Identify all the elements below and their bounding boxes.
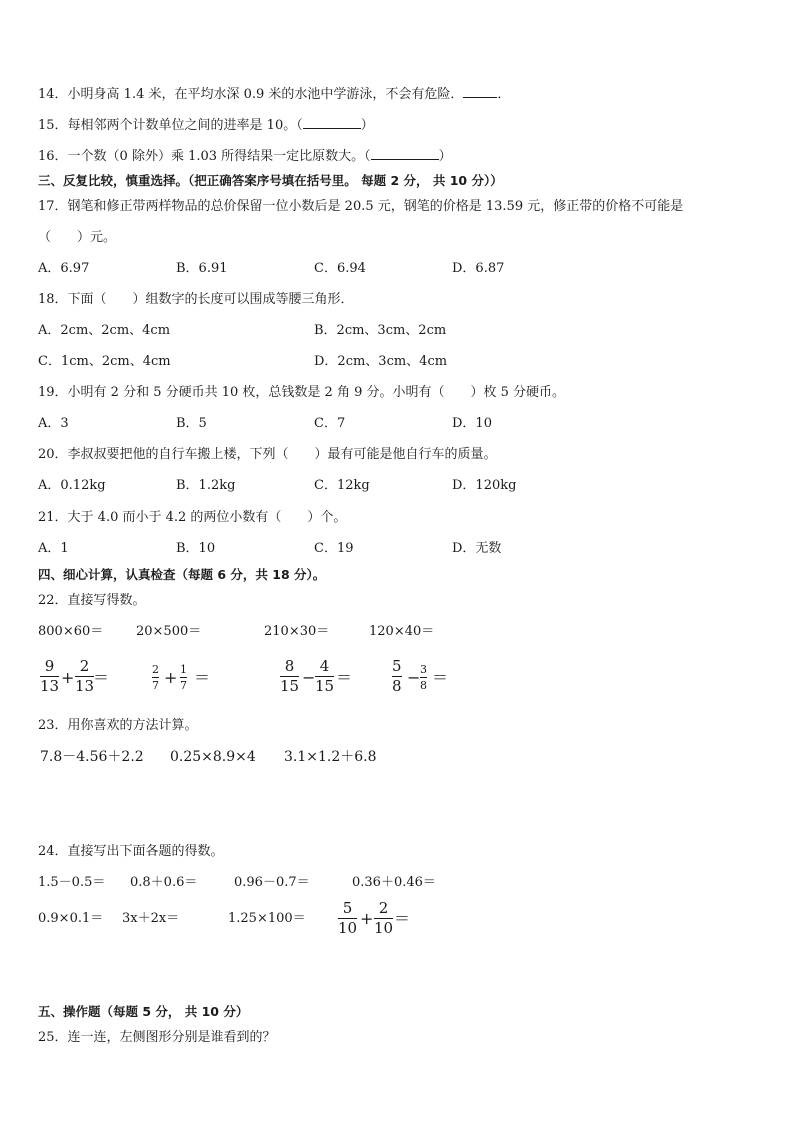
option-c[interactable]: C．7 — [314, 416, 346, 431]
numerator: 8 — [284, 657, 295, 675]
calc-item: 20×500＝ — [136, 624, 202, 639]
denominator: 15 — [280, 677, 300, 695]
option-d[interactable]: D．2cm、3cm、4cm — [314, 354, 448, 369]
operator: − — [302, 668, 316, 687]
calc-item: 1.25×100＝ — [228, 911, 306, 926]
option-b[interactable]: B．1.2kg — [176, 478, 236, 493]
question-14: 14．小明身高 1.4 米，在平均水深 0.9 米的水池中学游泳，不会有危险． ． — [38, 84, 510, 104]
question-18: 18．下面（ ）组数字的长度可以围成等腰三角形． — [38, 292, 354, 307]
numerator: 2 — [79, 657, 90, 675]
numerator: 1 — [180, 663, 187, 676]
calc-item: 3x＋2x＝ — [122, 911, 180, 926]
question-20: 20．李叔叔要把他的自行车搬上楼，下列（ ）最有可能是他自行车的质量。 — [38, 447, 497, 462]
fraction — [315, 658, 334, 695]
option-a[interactable]: A．0.12kg — [38, 478, 106, 493]
calc-item: 1.5－0.5＝ — [38, 875, 106, 890]
calc-item: 0.36＋0.46＝ — [352, 875, 436, 890]
operator: + — [360, 909, 374, 928]
numerator: 4 — [319, 657, 330, 675]
option-c[interactable]: C．1cm、2cm、4cm — [38, 354, 171, 369]
denominator: 13 — [40, 677, 60, 695]
equals: ＝ — [93, 668, 110, 687]
option-d[interactable]: D．10 — [452, 416, 492, 431]
option-a[interactable]: A．3 — [38, 416, 69, 431]
fraction — [374, 900, 393, 937]
option-c[interactable]: C．19 — [314, 541, 354, 556]
denominator: 15 — [315, 677, 335, 695]
operator: − — [407, 668, 421, 687]
question-15: 15．每相邻两个计数单位之间的进率是 10。（ ） — [38, 115, 374, 135]
option-d[interactable]: D．无数 — [452, 541, 502, 556]
numerator: 2 — [378, 899, 389, 917]
question-17: 17．钢笔和修正带两样物品的总价保留一位小数后是 20.5 元，钢笔的价格是 13.59 元，修正带的价格不可能是 — [38, 199, 684, 214]
denominator: 8 — [420, 679, 427, 692]
option-c[interactable]: C．6.94 — [314, 261, 366, 276]
answer-blank[interactable] — [371, 146, 439, 160]
section-5-heading: 五、操作题（每题 5 分， 共 10 分） — [38, 1004, 249, 1019]
calc-item: 210×30＝ — [264, 624, 330, 639]
denominator: 7 — [180, 679, 187, 692]
operator: + — [164, 668, 178, 687]
calc-item: 0.96－0.7＝ — [234, 875, 310, 890]
option-b[interactable]: B．2cm、3cm、2cm — [314, 323, 447, 338]
fraction — [392, 658, 402, 695]
fraction — [75, 658, 94, 695]
denominator: 13 — [75, 677, 95, 695]
answer-blank[interactable] — [463, 84, 497, 98]
question-17-line2: （ ）元。 — [38, 230, 117, 245]
calc-expression: 3.1×1.2＋6.8 — [284, 749, 377, 765]
question-16: 16．一个数（0 除外）乘 1.03 所得结果一定比原数大。（ ） — [38, 146, 452, 166]
denominator: 8 — [392, 677, 402, 695]
numerator: 5 — [342, 899, 353, 917]
option-a[interactable]: A．1 — [38, 541, 69, 556]
numerator: 2 — [152, 663, 159, 676]
calc-expression: 0.25×8.9×4 — [170, 749, 256, 765]
question-22: 22．直接写得数。 — [38, 593, 146, 608]
denominator: 7 — [152, 679, 159, 692]
calc-item: 120×40＝ — [369, 624, 435, 639]
option-b[interactable]: B．5 — [176, 416, 207, 431]
fraction — [152, 663, 159, 692]
option-d[interactable]: D．6.87 — [452, 261, 505, 276]
operator: + — [61, 668, 75, 687]
question-25: 25．连一连，左侧图形分别是谁看到的？ — [38, 1030, 276, 1045]
equals: ＝ — [394, 909, 411, 928]
option-a[interactable]: A．2cm、2cm、4cm — [38, 323, 171, 338]
fraction — [180, 663, 187, 692]
equals: ＝ — [432, 668, 449, 687]
option-a[interactable]: A．6.97 — [38, 261, 90, 276]
question-19: 19．小明有 2 分和 5 分硬币共 10 枚，总钱数是 2 角 9 分。小明有（ ）枚 5 分硬币。 — [38, 385, 566, 400]
calc-item: 800×60＝ — [38, 624, 104, 639]
option-c[interactable]: C．12kg — [314, 478, 370, 493]
option-b[interactable]: B．6.91 — [176, 261, 228, 276]
calc-item: 0.8＋0.6＝ — [130, 875, 198, 890]
equals: ＝ — [336, 668, 353, 687]
fraction — [420, 663, 427, 692]
option-b[interactable]: B．10 — [176, 541, 216, 556]
section-3-heading: 三、反复比较，慎重选择。（把正确答案序号填在括号里。 每题 2 分， 共 10 分）） — [38, 173, 503, 188]
denominator: 10 — [338, 919, 358, 937]
calc-item: 0.9×0.1＝ — [38, 911, 104, 926]
denominator: 10 — [374, 919, 394, 937]
equals: ＝ — [194, 668, 211, 687]
fraction — [40, 658, 59, 695]
calc-expression: 7.8－4.56＋2.2 — [40, 749, 144, 765]
numerator: 5 — [392, 657, 402, 675]
question-23: 23．用你喜欢的方法计算。 — [38, 718, 198, 733]
section-4-heading: 四、细心计算，认真检查（每题 6 分，共 18 分）。 — [38, 567, 326, 582]
numerator: 3 — [420, 663, 427, 676]
answer-blank[interactable] — [303, 115, 361, 129]
question-21: 21．大于 4.0 而小于 4.2 的两位小数有（ ）个。 — [38, 510, 347, 525]
fraction — [280, 658, 299, 695]
numerator: 9 — [44, 657, 55, 675]
question-24: 24．直接写出下面各题的得数。 — [38, 844, 224, 859]
option-d[interactable]: D．120kg — [452, 478, 517, 493]
fraction — [338, 900, 357, 937]
